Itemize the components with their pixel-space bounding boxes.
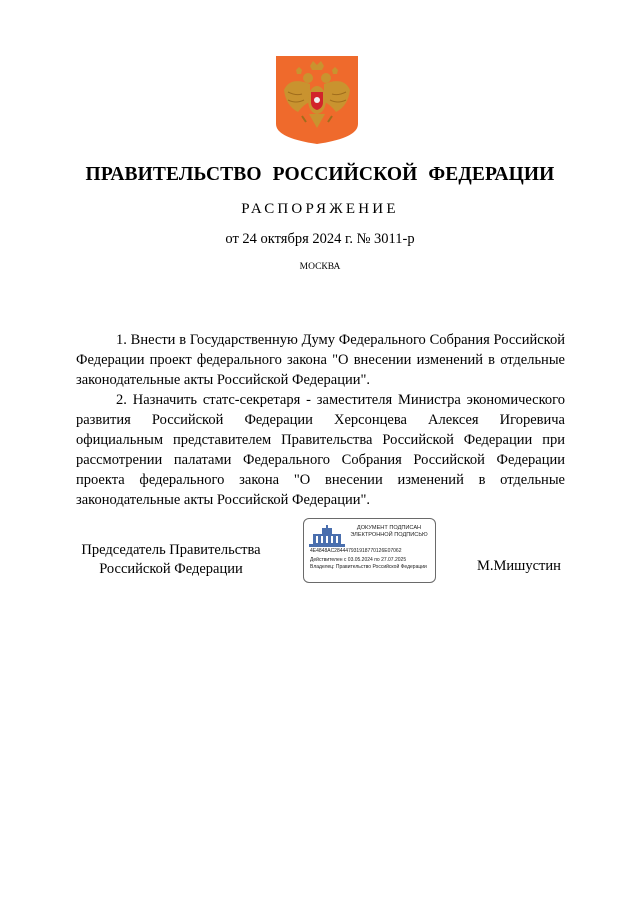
government-building-icon	[309, 525, 345, 547]
stamp-title-line-2: ЭЛЕКТРОННОЙ ПОДПИСЬЮ	[350, 532, 428, 538]
organization-heading: ПРАВИТЕЛЬСТВО РОССИЙСКОЙ ФЕДЕРАЦИИ	[85, 164, 555, 185]
signer-title-line-2: Российской Федерации	[99, 561, 243, 577]
signer-name: М.Мишустин	[477, 558, 561, 574]
signer-title-line-1: Председатель Правительства	[81, 542, 261, 558]
document-body	[76, 330, 565, 510]
coat-of-arms-emblem	[276, 56, 358, 144]
document-type: РАСПОРЯЖЕНИЕ	[241, 201, 399, 217]
document-city: МОСКВА	[299, 262, 341, 272]
paragraph-1: 1. Внести в Государственную Думу Федерального Собрания Российской Федерации проект федерального закона "О внесении изменений в отдельные законодательные акты Российской Федерации".	[76, 332, 565, 388]
stamp-title-line-1: ДОКУМЕНТ ПОДПИСАН	[356, 525, 422, 531]
electronic-signature-stamp	[303, 518, 436, 583]
stamp-title	[344, 525, 434, 539]
paragraph-2: 2. Назначить статс-секретаря - заместителя Министра экономического развития Российской Федерации Херсонцева Алексея Игоревича официальным представителем Правительства Российской Федерации при рассмотрении палатами Федерального Собрания Российской Федерации проекта федерального закона "О внесении изменений в отдельные законодательные акты Российской Федерации".	[76, 392, 565, 508]
stamp-owner: Владелец: Правительство Российской Федерации	[310, 564, 427, 570]
document-date-number: от 24 октября 2024 г. № 3011-р	[225, 231, 415, 247]
signer-title	[76, 541, 266, 579]
stamp-validity: Действителен с 03.05.2024 по 27.07.2025	[310, 557, 407, 563]
stamp-certificate-number: 4E4848AC284447931918770126E07062	[310, 548, 402, 554]
